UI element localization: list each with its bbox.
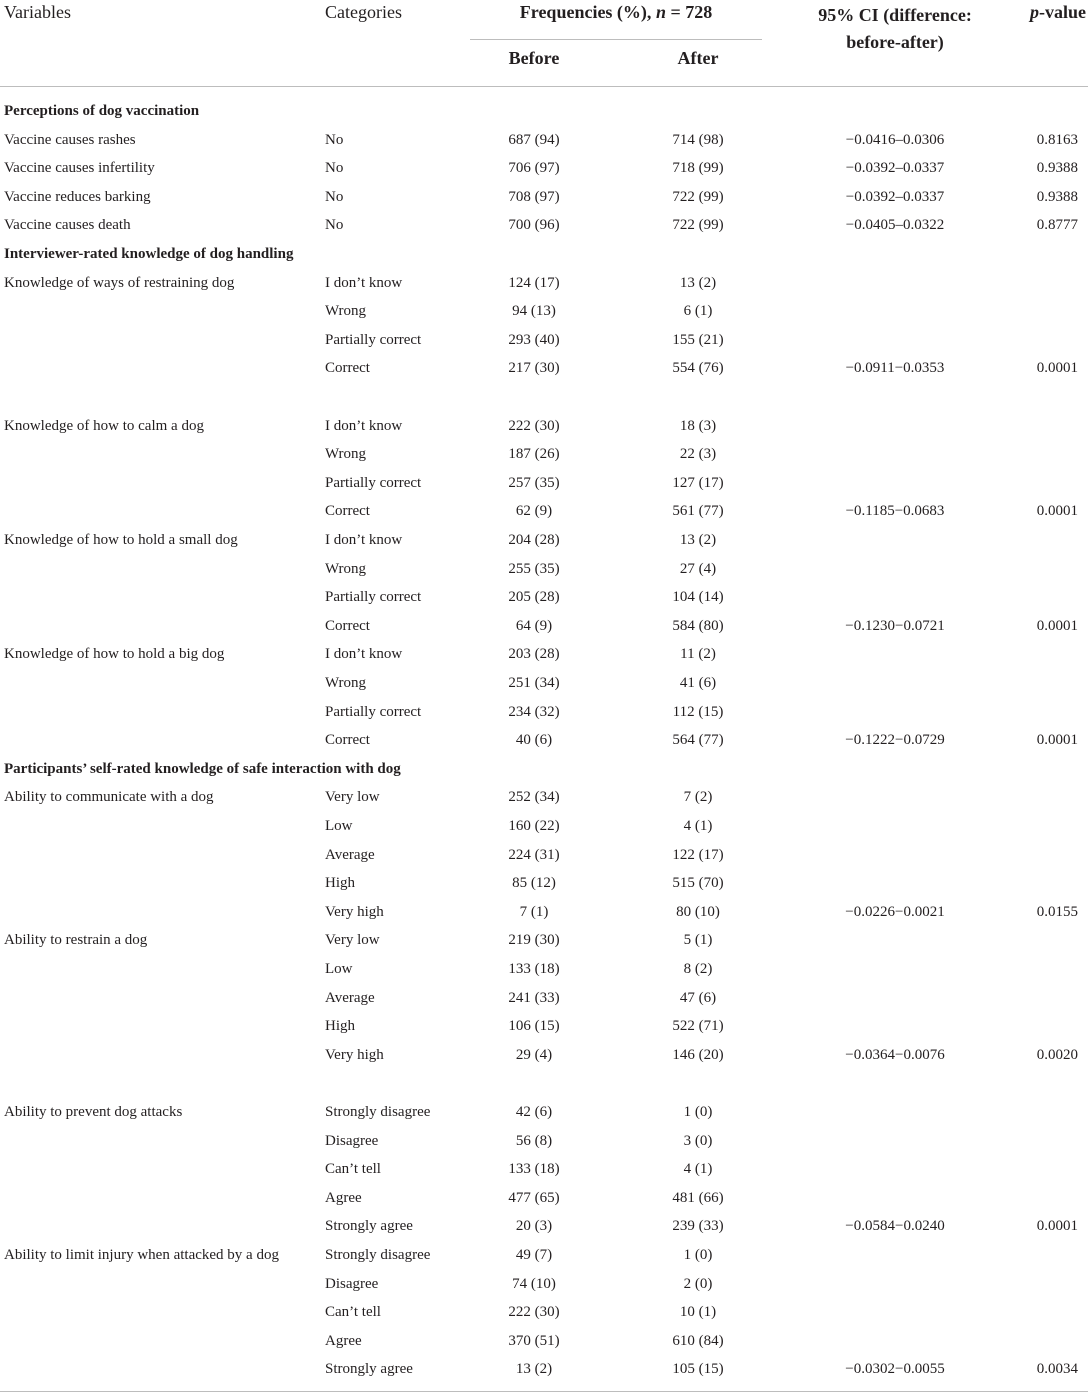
after-cell: 18 (3) bbox=[679, 418, 717, 434]
category-cell: Wrong bbox=[325, 561, 367, 577]
before-cell: 56 (8) bbox=[515, 1133, 553, 1149]
category-cell: High bbox=[325, 875, 355, 891]
ci-cell: −0.0392–0.0337 bbox=[845, 160, 945, 176]
before-cell: 257 (35) bbox=[508, 475, 560, 491]
category-cell: Correct bbox=[325, 503, 370, 519]
category-cell: Very low bbox=[325, 789, 380, 805]
before-cell: 293 (40) bbox=[508, 332, 560, 348]
before-cell: 222 (30) bbox=[508, 418, 560, 434]
before-cell: 205 (28) bbox=[508, 589, 560, 605]
before-cell: 203 (28) bbox=[508, 646, 560, 662]
before-cell: 700 (96) bbox=[508, 217, 560, 233]
p-value-cell: 0.0001 bbox=[1036, 618, 1078, 634]
after-cell: 8 (2) bbox=[683, 961, 713, 977]
p-value-cell: 0.8163 bbox=[1036, 132, 1078, 148]
before-cell: 706 (97) bbox=[508, 160, 560, 176]
before-cell: 234 (32) bbox=[508, 704, 560, 720]
before-cell: 74 (10) bbox=[512, 1276, 556, 1292]
ci-cell: −0.0226−0.0021 bbox=[845, 904, 945, 920]
category-cell: Correct bbox=[325, 618, 370, 634]
ci-cell: −0.0364−0.0076 bbox=[845, 1047, 945, 1063]
before-cell: 20 (3) bbox=[515, 1218, 553, 1234]
header-ci-line2: before-after) bbox=[846, 32, 944, 52]
p-value-cell: 0.0001 bbox=[1036, 1218, 1078, 1234]
before-cell: 187 (26) bbox=[508, 446, 560, 462]
before-cell: 252 (34) bbox=[508, 789, 560, 805]
ci-cell: −0.0584−0.0240 bbox=[845, 1218, 945, 1234]
before-cell: 477 (65) bbox=[508, 1190, 560, 1206]
header-variables: Variables bbox=[4, 2, 71, 22]
after-cell: 718 (99) bbox=[672, 160, 724, 176]
after-cell: 564 (77) bbox=[672, 732, 724, 748]
after-cell: 47 (6) bbox=[679, 990, 717, 1006]
after-cell: 146 (20) bbox=[672, 1047, 724, 1063]
category-cell: No bbox=[325, 132, 344, 148]
after-cell: 104 (14) bbox=[672, 589, 724, 605]
category-cell: Can’t tell bbox=[325, 1161, 381, 1177]
after-cell: 722 (99) bbox=[672, 217, 724, 233]
category-cell: Very low bbox=[325, 932, 380, 948]
variable-cell: Knowledge of ways of restraining dog bbox=[4, 275, 235, 291]
before-cell: 64 (9) bbox=[515, 618, 553, 634]
ci-cell: −0.0911−0.0353 bbox=[845, 360, 945, 376]
variable-cell: Vaccine causes rashes bbox=[4, 132, 136, 148]
before-cell: 49 (7) bbox=[515, 1247, 553, 1263]
variable-cell: Vaccine reduces barking bbox=[4, 189, 151, 205]
before-cell: 219 (30) bbox=[508, 932, 560, 948]
p-value-cell: 0.9388 bbox=[1036, 160, 1078, 176]
category-cell: Very high bbox=[325, 1047, 384, 1063]
before-cell: 708 (97) bbox=[508, 189, 560, 205]
variable-cell: Ability to prevent dog attacks bbox=[4, 1104, 183, 1120]
after-cell: 7 (2) bbox=[683, 789, 713, 805]
before-cell: 124 (17) bbox=[508, 275, 560, 291]
header-frequencies-suffix: = 728 bbox=[665, 2, 713, 22]
category-cell: Disagree bbox=[325, 1133, 379, 1149]
p-value-cell: 0.0001 bbox=[1036, 360, 1078, 376]
p-value-cell: 0.9388 bbox=[1036, 189, 1078, 205]
after-cell: 112 (15) bbox=[672, 704, 724, 720]
category-cell: High bbox=[325, 1018, 355, 1034]
after-cell: 522 (71) bbox=[672, 1018, 724, 1034]
category-cell: Strongly agree bbox=[325, 1218, 413, 1234]
before-cell: 160 (22) bbox=[508, 818, 560, 834]
category-cell: I don’t know bbox=[325, 646, 403, 662]
before-cell: 133 (18) bbox=[508, 1161, 560, 1177]
p-value-cell: 0.0034 bbox=[1036, 1361, 1078, 1377]
before-cell: 687 (94) bbox=[508, 132, 560, 148]
before-cell: 94 (13) bbox=[512, 303, 556, 319]
header-before: Before bbox=[508, 48, 560, 68]
before-cell: 40 (6) bbox=[515, 732, 553, 748]
header-ci-line1: 95% CI (difference: bbox=[818, 5, 972, 25]
category-cell: Agree bbox=[325, 1190, 362, 1206]
variable-cell: Knowledge of how to calm a dog bbox=[4, 418, 204, 434]
variable-cell: Vaccine causes infertility bbox=[4, 160, 155, 176]
category-cell: Wrong bbox=[325, 675, 367, 691]
variable-cell: Knowledge of how to hold a small dog bbox=[4, 532, 238, 548]
after-cell: 2 (0) bbox=[683, 1276, 713, 1292]
category-cell: Strongly disagree bbox=[325, 1104, 431, 1120]
before-cell: 204 (28) bbox=[508, 532, 560, 548]
header-categories: Categories bbox=[325, 2, 402, 22]
before-cell: 255 (35) bbox=[508, 561, 560, 577]
variable-cell: Ability to restrain a dog bbox=[4, 932, 148, 948]
after-cell: 11 (2) bbox=[680, 646, 716, 662]
after-cell: 239 (33) bbox=[672, 1218, 724, 1234]
category-cell: Average bbox=[325, 847, 375, 863]
after-cell: 6 (1) bbox=[683, 303, 713, 319]
before-cell: 251 (34) bbox=[508, 675, 560, 691]
before-cell: 241 (33) bbox=[508, 990, 560, 1006]
category-cell: Very high bbox=[325, 904, 384, 920]
after-cell: 22 (3) bbox=[679, 446, 717, 462]
category-cell: Partially correct bbox=[325, 589, 422, 605]
category-cell: Average bbox=[325, 990, 375, 1006]
category-cell: No bbox=[325, 217, 344, 233]
section-heading: Interviewer-rated knowledge of dog handling bbox=[4, 246, 294, 262]
after-cell: 41 (6) bbox=[679, 675, 717, 691]
ci-cell: −0.0416–0.0306 bbox=[845, 132, 945, 148]
after-cell: 27 (4) bbox=[679, 561, 717, 577]
section-heading: Perceptions of dog vaccination bbox=[4, 103, 200, 119]
header-frequencies-n: n bbox=[655, 2, 666, 22]
p-value-cell: 0.8777 bbox=[1036, 217, 1078, 233]
category-cell: I don’t know bbox=[325, 532, 403, 548]
category-cell: Correct bbox=[325, 732, 370, 748]
after-cell: 3 (0) bbox=[683, 1133, 713, 1149]
after-cell: 10 (1) bbox=[679, 1304, 717, 1320]
category-cell: Strongly disagree bbox=[325, 1247, 431, 1263]
variable-cell: Knowledge of how to hold a big dog bbox=[4, 646, 225, 662]
category-cell: I don’t know bbox=[325, 275, 403, 291]
before-cell: 29 (4) bbox=[515, 1047, 553, 1063]
after-cell: 554 (76) bbox=[672, 360, 724, 376]
ci-cell: −0.1185−0.0683 bbox=[845, 503, 945, 519]
category-cell: Partially correct bbox=[325, 475, 422, 491]
header-frequencies-prefix: Frequencies (%), bbox=[519, 2, 656, 22]
after-cell: 105 (15) bbox=[672, 1361, 724, 1377]
after-cell: 481 (66) bbox=[672, 1190, 724, 1206]
after-cell: 561 (77) bbox=[672, 503, 724, 519]
before-cell: 85 (12) bbox=[512, 875, 556, 891]
before-cell: 13 (2) bbox=[515, 1361, 553, 1377]
before-cell: 224 (31) bbox=[508, 847, 560, 863]
after-cell: 610 (84) bbox=[672, 1333, 724, 1349]
category-cell: Partially correct bbox=[325, 332, 422, 348]
category-cell: Can’t tell bbox=[325, 1304, 381, 1320]
category-cell: Low bbox=[325, 961, 353, 977]
after-cell: 722 (99) bbox=[672, 189, 724, 205]
after-cell: 13 (2) bbox=[679, 532, 717, 548]
after-cell: 80 (10) bbox=[676, 904, 720, 920]
p-value-cell: 0.0155 bbox=[1036, 904, 1078, 920]
category-cell: Strongly agree bbox=[325, 1361, 413, 1377]
before-cell: 42 (6) bbox=[515, 1104, 553, 1120]
category-cell: No bbox=[325, 160, 344, 176]
category-cell: Wrong bbox=[325, 446, 367, 462]
category-cell: I don’t know bbox=[325, 418, 403, 434]
category-cell: No bbox=[325, 189, 344, 205]
after-cell: 122 (17) bbox=[672, 847, 724, 863]
p-value-cell: 0.0001 bbox=[1036, 503, 1078, 519]
before-cell: 7 (1) bbox=[519, 904, 549, 920]
category-cell: Partially correct bbox=[325, 704, 422, 720]
after-cell: 1 (0) bbox=[683, 1247, 713, 1263]
after-cell: 5 (1) bbox=[683, 932, 713, 948]
ci-cell: −0.0392–0.0337 bbox=[845, 189, 945, 205]
category-cell: Low bbox=[325, 818, 353, 834]
ci-cell: −0.1230−0.0721 bbox=[845, 618, 945, 634]
header-after: After bbox=[677, 48, 719, 68]
category-cell: Wrong bbox=[325, 303, 367, 319]
after-cell: 155 (21) bbox=[672, 332, 724, 348]
category-cell: Correct bbox=[325, 360, 370, 376]
category-cell: Disagree bbox=[325, 1276, 379, 1292]
variable-cell: Vaccine causes death bbox=[4, 217, 131, 233]
header-p-suffix: -value bbox=[1039, 2, 1086, 22]
before-cell: 133 (18) bbox=[508, 961, 560, 977]
after-cell: 714 (98) bbox=[672, 132, 724, 148]
category-cell: Agree bbox=[325, 1333, 362, 1349]
ci-cell: −0.0302−0.0055 bbox=[845, 1361, 945, 1377]
after-cell: 127 (17) bbox=[672, 475, 724, 491]
variable-cell: Ability to communicate with a dog bbox=[4, 789, 214, 805]
before-cell: 217 (30) bbox=[508, 360, 560, 376]
before-cell: 370 (51) bbox=[508, 1333, 560, 1349]
section-heading: Participants’ self-rated knowledge of safe interaction with dog bbox=[4, 761, 401, 777]
after-cell: 4 (1) bbox=[683, 1161, 713, 1177]
p-value-cell: 0.0020 bbox=[1036, 1047, 1078, 1063]
before-cell: 222 (30) bbox=[508, 1304, 560, 1320]
header-p-letter: p bbox=[1030, 2, 1039, 22]
after-cell: 515 (70) bbox=[672, 875, 724, 891]
before-cell: 62 (9) bbox=[515, 503, 553, 519]
after-cell: 584 (80) bbox=[672, 618, 724, 634]
p-value-cell: 0.0001 bbox=[1036, 732, 1078, 748]
ci-cell: −0.0405–0.0322 bbox=[845, 217, 945, 233]
variable-cell: Ability to limit injury when attacked by a dog bbox=[4, 1247, 279, 1263]
before-cell: 106 (15) bbox=[508, 1018, 560, 1034]
after-cell: 4 (1) bbox=[683, 818, 713, 834]
ci-cell: −0.1222−0.0729 bbox=[845, 732, 945, 748]
after-cell: 1 (0) bbox=[683, 1104, 713, 1120]
after-cell: 13 (2) bbox=[679, 275, 717, 291]
